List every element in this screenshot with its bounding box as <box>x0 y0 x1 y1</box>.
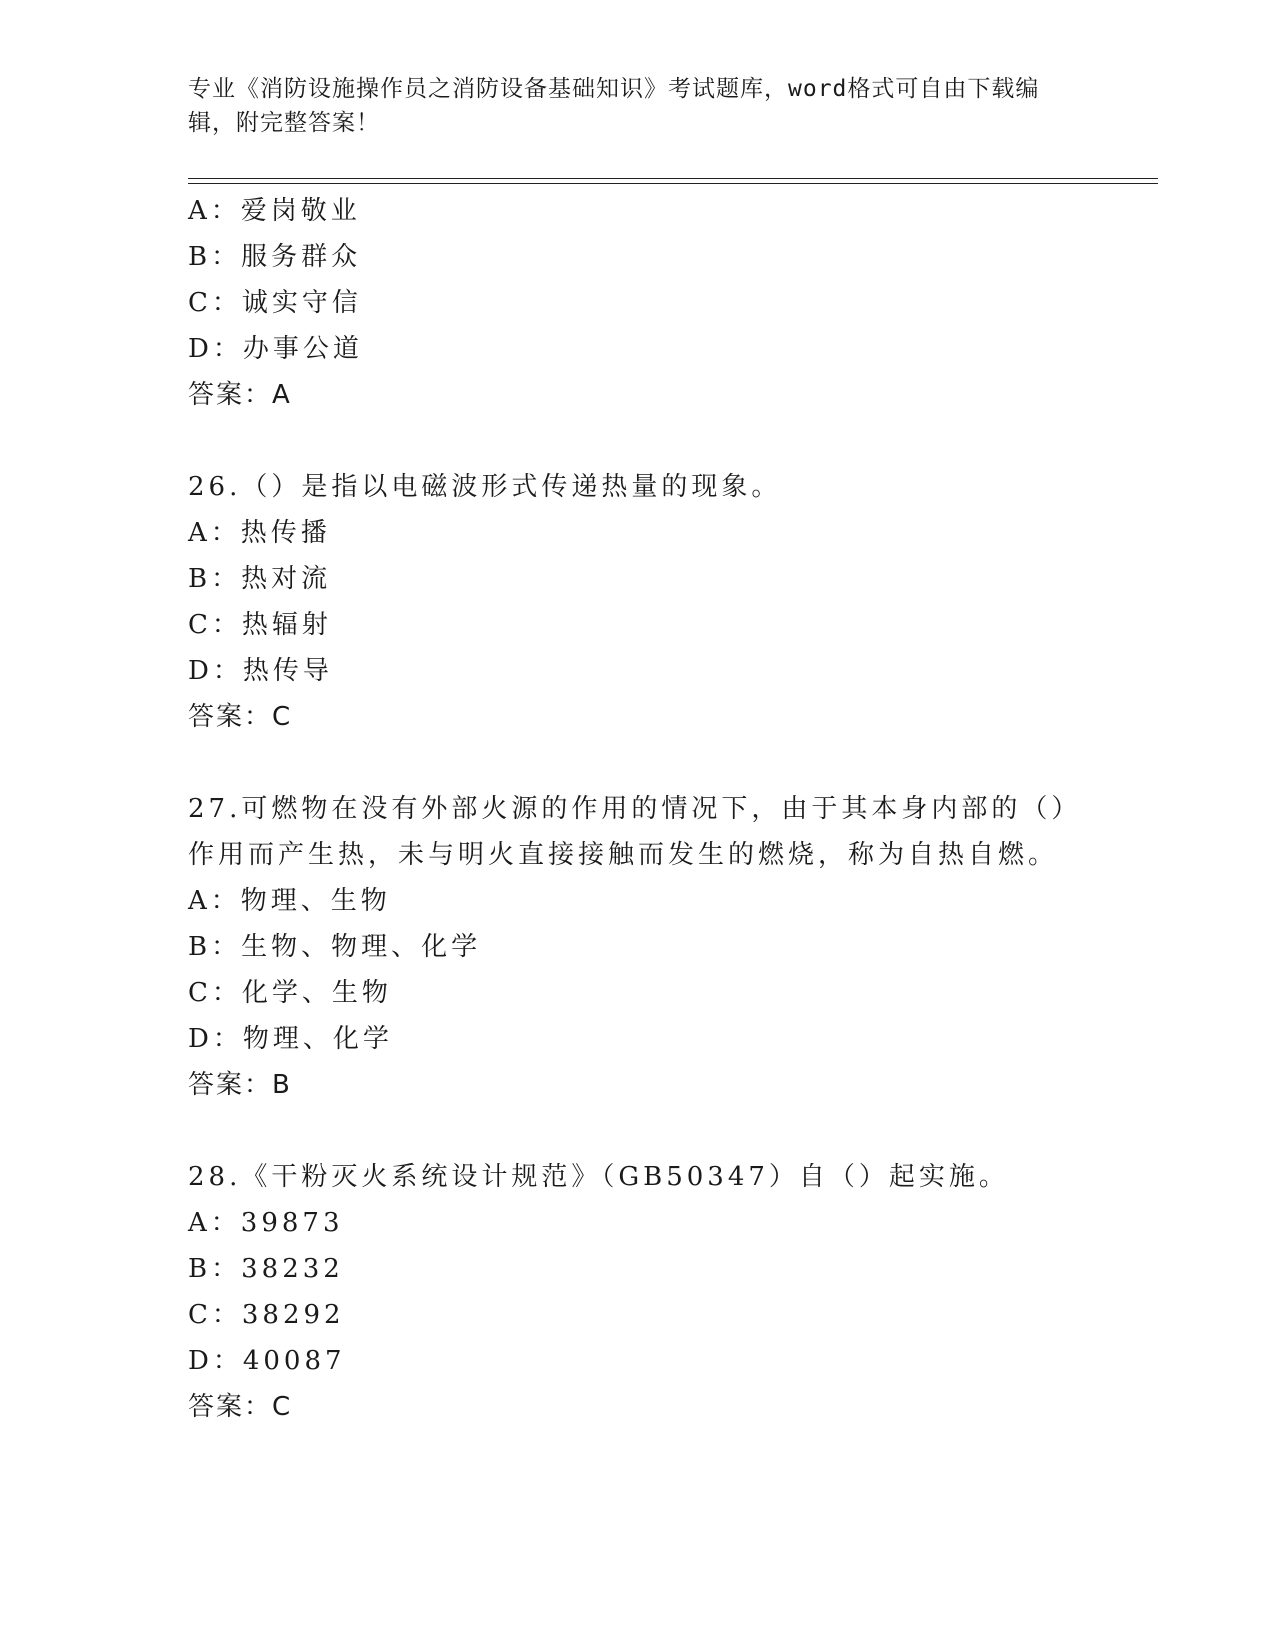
answer-line: 答案：C <box>188 1392 293 1422</box>
question-block-continued <box>188 188 1088 418</box>
option-d: D：40087 <box>188 1346 346 1376</box>
option-c: C：化学、生物 <box>188 978 392 1008</box>
header-divider-top <box>188 178 1158 179</box>
option-b: B：生物、物理、化学 <box>188 932 482 962</box>
question-block-27 <box>188 786 1088 1108</box>
option-b: B：热对流 <box>188 564 332 594</box>
question-text: 27.可燃物在没有外部火源的作用的情况下，由于其本身内部的（）作用而产生热，未与明火直接接触而发生的燃烧，称为自热自燃。 <box>188 794 1082 870</box>
option-d: D：热传导 <box>188 656 333 686</box>
header-divider-bottom <box>188 183 1158 184</box>
option-a: A：爱岗敬业 <box>188 196 361 226</box>
option-c: C：热辐射 <box>188 610 332 640</box>
option-c: C：诚实守信 <box>188 288 362 318</box>
option-a: A：物理、生物 <box>188 886 391 916</box>
answer-line: 答案：B <box>188 1070 292 1100</box>
option-d: D：物理、化学 <box>188 1024 393 1054</box>
option-c: C：38292 <box>188 1300 345 1330</box>
question-text: 26.（）是指以电磁波形式传递热量的现象。 <box>188 472 782 502</box>
document-header: 专业《消防设施操作员之消防设备基础知识》考试题库，word格式可自由下载编辑，附完整答案！ <box>188 76 1040 136</box>
answer-line: 答案：A <box>188 380 292 410</box>
option-a: A：热传播 <box>188 518 331 548</box>
question-list <box>188 188 1088 1430</box>
option-d: D：办事公道 <box>188 334 363 364</box>
question-block-26 <box>188 464 1088 740</box>
question-block-28 <box>188 1154 1088 1430</box>
question-text: 28.《干粉灭火系统设计规范》（GB50347）自（）起实施。 <box>188 1162 1009 1192</box>
answer-line: 答案：C <box>188 702 293 732</box>
option-b: B：38232 <box>188 1254 344 1284</box>
option-a: A：39873 <box>188 1208 344 1238</box>
option-b: B：服务群众 <box>188 242 362 272</box>
